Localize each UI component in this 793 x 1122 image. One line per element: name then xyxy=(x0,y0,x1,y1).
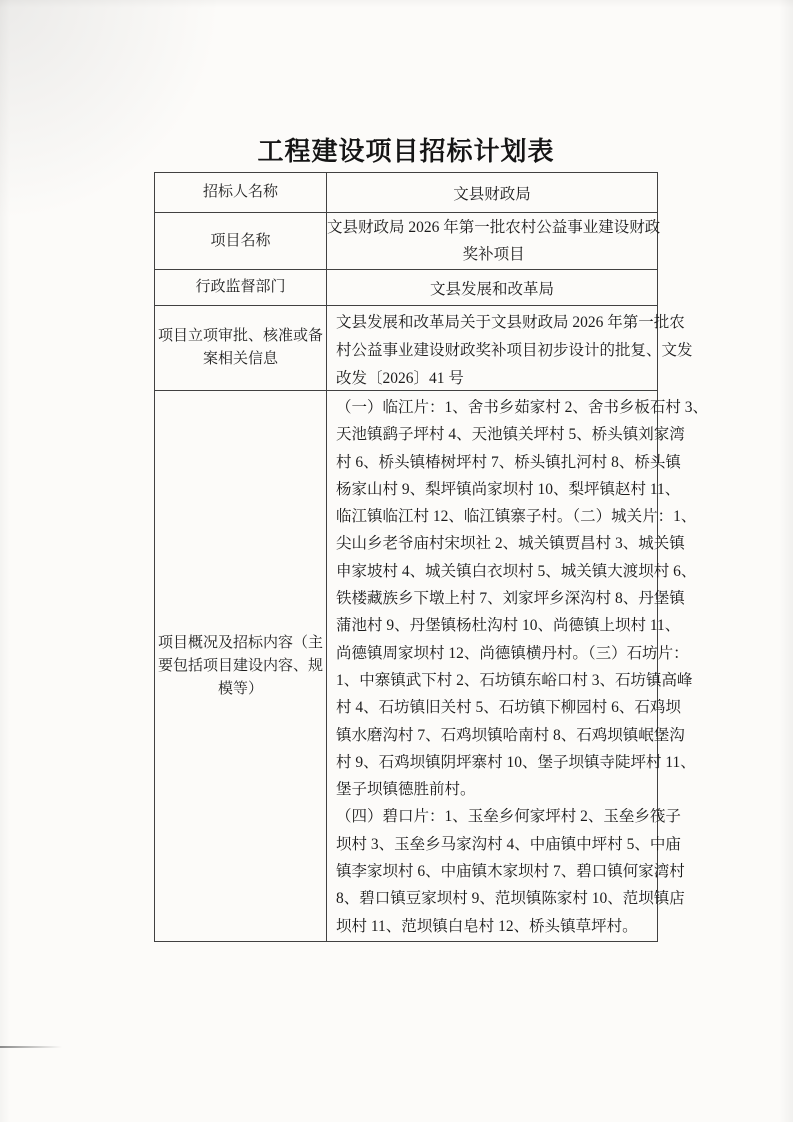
label-text-line: 模等） xyxy=(217,680,263,697)
bidding-plan-table xyxy=(154,172,709,942)
table-row-bidder-name xyxy=(155,173,657,213)
value-text-line: （四）碧口片：1、玉垒乡何家坪村 2、玉垒乡筏子 xyxy=(336,808,681,826)
value-text-line: 镇李家坝村 6、中庙镇木家坝村 7、碧口镇何家湾村 xyxy=(336,863,685,881)
value-text-line: 铁楼藏族乡下墩上村 7、刘家坪乡深沟村 8、丹堡镇 xyxy=(336,590,685,608)
value-text-line: 文县财政局 2026 年第一批农村公益事业建设财政 xyxy=(327,219,661,236)
row-value xyxy=(327,306,697,390)
value-text-line: 尖山乡老爷庙村宋坝社 2、城关镇贾昌村 3、城关镇 xyxy=(336,535,685,553)
value-text: 文县发展和改革局 xyxy=(429,280,554,298)
value-text-line: 申家坡村 4、城关镇白衣坝村 5、城关镇大渡坝村 6、 xyxy=(336,562,697,580)
value-text-line: 堡子坝镇德胜前村。 xyxy=(336,781,476,799)
value-text-line: 杨家山村 9、梨坪镇尚家坝村 10、梨坪镇赵村 11、 xyxy=(336,480,681,498)
row-label xyxy=(155,270,327,305)
row-label xyxy=(155,213,327,269)
label-text-line: 案相关信息 xyxy=(202,351,278,367)
value-text-line: 村 9、石鸡坝镇阴坪寨村 10、堡子坝镇寺陡坪村 11、 xyxy=(336,753,696,771)
label-text: 项目名称 xyxy=(210,232,271,249)
value-text-line: 奖补项目 xyxy=(462,246,525,263)
value-text-line: （一）临江片：1、舍书乡茹家村 2、舍书乡板石村 3、 xyxy=(336,399,709,416)
value-text-line: 临江镇临江村 12、临江镇寨子村。（二）城关片：1、 xyxy=(336,508,697,526)
label-text-line: 项目立项审批、核准或备 xyxy=(158,328,324,344)
table-row-project-name xyxy=(155,213,661,270)
label-text-line: 要包括项目建设内容、规 xyxy=(158,657,324,674)
value-text-line: 文县发展和改革局关于文县财政局 2026 年第一批农 xyxy=(336,314,685,331)
scanner-edge-artifact xyxy=(0,1046,62,1048)
row-value xyxy=(327,173,657,212)
table-row-project-overview xyxy=(155,391,709,941)
label-text: 招标人名称 xyxy=(202,184,278,200)
value-text-line: 坝村 3、玉垒乡马家沟村 4、中庙镇中坪村 5、中庙 xyxy=(336,835,681,853)
value-text-line: 村 4、石坊镇旧关村 5、石坊镇下柳园村 6、石鸡坝 xyxy=(336,699,681,717)
value-text-line: 尚德镇周家坝村 12、尚德镇横丹村。（三）石坊片： xyxy=(336,644,689,662)
row-label xyxy=(155,173,327,212)
label-text-line: 项目概况及招标内容（主 xyxy=(158,634,324,651)
value-text-line: 村 6、桥头镇椿树坪村 7、桥头镇扎河村 8、桥头镇 xyxy=(336,453,681,471)
row-value xyxy=(327,213,660,269)
value-text-line: 镇水磨沟村 7、石鸡坝镇哈南村 8、石鸡坝镇岷堡沟 xyxy=(336,726,685,744)
row-value xyxy=(327,270,657,305)
value-text-line: 1、中寨镇武下村 2、石坊镇东峪口村 3、石坊镇高峰 xyxy=(336,671,693,689)
label-text: 行政监督部门 xyxy=(195,279,286,295)
value-text-line: 蒲池村 9、丹堡镇杨杜沟村 10、尚德镇上坝村 11、 xyxy=(336,617,681,635)
row-value xyxy=(327,391,712,941)
value-text-line: 改发〔2026〕41 号 xyxy=(336,370,464,387)
table-row-supervision-dept xyxy=(155,270,657,306)
page-title: 工程建设项目招标计划表 xyxy=(257,137,555,166)
row-label xyxy=(155,391,327,941)
value-text-line: 坝村 11、范坝镇白皂村 12、桥头镇草坪村。 xyxy=(336,917,638,935)
table-row-approval-info xyxy=(155,306,693,391)
value-text-line: 8、碧口镇豆家坝村 9、范坝镇陈家村 10、范坝镇店 xyxy=(336,890,685,908)
value-text-line: 村公益事业建设财政奖补项目初步设计的批复、文发 xyxy=(336,342,693,359)
value-text: 文县财政局 xyxy=(453,185,531,203)
value-text-line: 天池镇鹞子坪村 4、天池镇关坪村 5、桥头镇刘家湾 xyxy=(336,426,685,444)
row-label xyxy=(155,306,327,390)
